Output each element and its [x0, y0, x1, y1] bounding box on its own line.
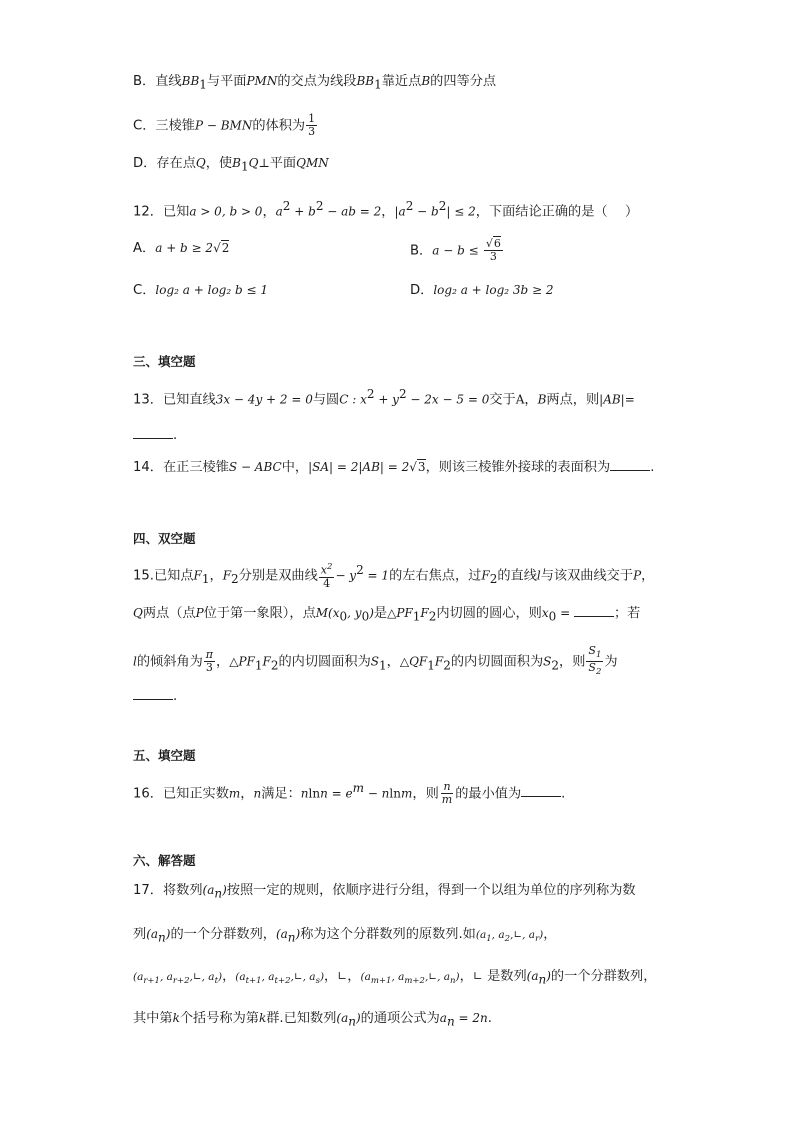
question-15-line2: Q两点（点P位于第一象限），点$M(x_0$, $y_0$)是$\triangle PF_1F_2$内切圆的圆心，则$x_0$ = ；若: [133, 602, 640, 627]
q12-option-a: A．a + b ≥ 2√2: [133, 241, 230, 256]
question-15-line3: l的倾斜角为 $\frac{\pi}{3}$ ，$\triangle PF_1F_2$的内切圆面积为$S_1$，$\triangle QF_1F_2$的内切圆面积为$S_2$，则 $\frac{S_1}{S_2}$ 为: [133, 644, 618, 678]
option-d-prev: D．存在点Q，使$B_1Q\perp$平面QMN: [133, 156, 329, 174]
q15-blank-1[interactable]: [574, 602, 614, 617]
question-16: 16．已知正实数m，n满足：$nlnn = e^m - nlnm$，则 $\frac{n}{m}$ 的最小值为 .: [133, 779, 566, 806]
question-17-line1: 17．将数列$(a_n)$按照一定的规则，依顺序进行分组，得到一个以组为单位的序列称为数: [133, 883, 636, 901]
section-6-title: 六、解答题: [133, 853, 196, 868]
q14-answer-blank[interactable]: [610, 456, 650, 471]
q13-answer-blank[interactable]: .: [133, 424, 177, 446]
q12-option-d: D．log₂ a + log₂ 3b ≥ 2: [410, 283, 554, 298]
section-5-title: 五、填空题: [133, 748, 196, 763]
option-c-prev: C．三棱锥P − BMN的体积为 $\frac{1}{3}$: [133, 112, 316, 138]
q15-blank-2[interactable]: .: [133, 685, 177, 707]
q12-option-c: C．log₂ a + log₂ b ≤ 1: [133, 283, 268, 298]
section-3-title: 三、填空题: [133, 354, 196, 369]
question-17-line4: 其中第k个括号称为第k群.已知数列$(a_n)$的通项公式为$a_n = 2n$.: [133, 1011, 492, 1029]
q12-option-b: B．a − b ≤ $\frac{√6}{3}$: [410, 237, 501, 263]
option-b-prev: B．直线$BB_1$与平面PMN的交点为线段$BB_1$靠近点B的四等分点: [133, 74, 497, 92]
question-17-line3: ($a_{r+1}$, $a_{r+2},∟$, $a_t$)，($a_{t+1}$, $a_{t+2},∟$, $a_s$)，∟，($a_{m+1}$, $a_{m+2},∟$, $a_n$)，∟ 是数列$(a_n)$的一个分群数列，: [133, 969, 657, 987]
question-14: 14．在正三棱锥S − ABC中，|SA| = 2|AB| = 2√3，则该三棱锥外接球的表面积为 .: [133, 456, 654, 478]
question-13: 13．已知直线3x − 4y + 2 = 0与圆C : $x^2 + y^2 - 2x - 5 = 0$交于A，B两点，则|AB|=: [133, 387, 635, 408]
question-12: 12．已知a > 0, b > 0，$a^2 + b^2$ − ab = 2，$|a^2 - b^2| \le 2$，下面结论正确的是（ ）: [133, 199, 639, 220]
q16-answer-blank[interactable]: [521, 782, 561, 797]
question-15-line1: 15.已知点$F_1$，$F_2$分别是双曲线 $\frac{x^2}{4}$ − $y^2 = 1$的左右焦点，过$F_2$的直线l与该双曲线交于P，: [133, 562, 655, 590]
section-4-title: 四、双空题: [133, 531, 196, 546]
question-17-line2: 列$(a_n)$的一个分群数列，$(a_n)$称为这个分群数列的原数列.如($a_1$, $a_2,∟$, $a_r$)，: [133, 927, 557, 945]
